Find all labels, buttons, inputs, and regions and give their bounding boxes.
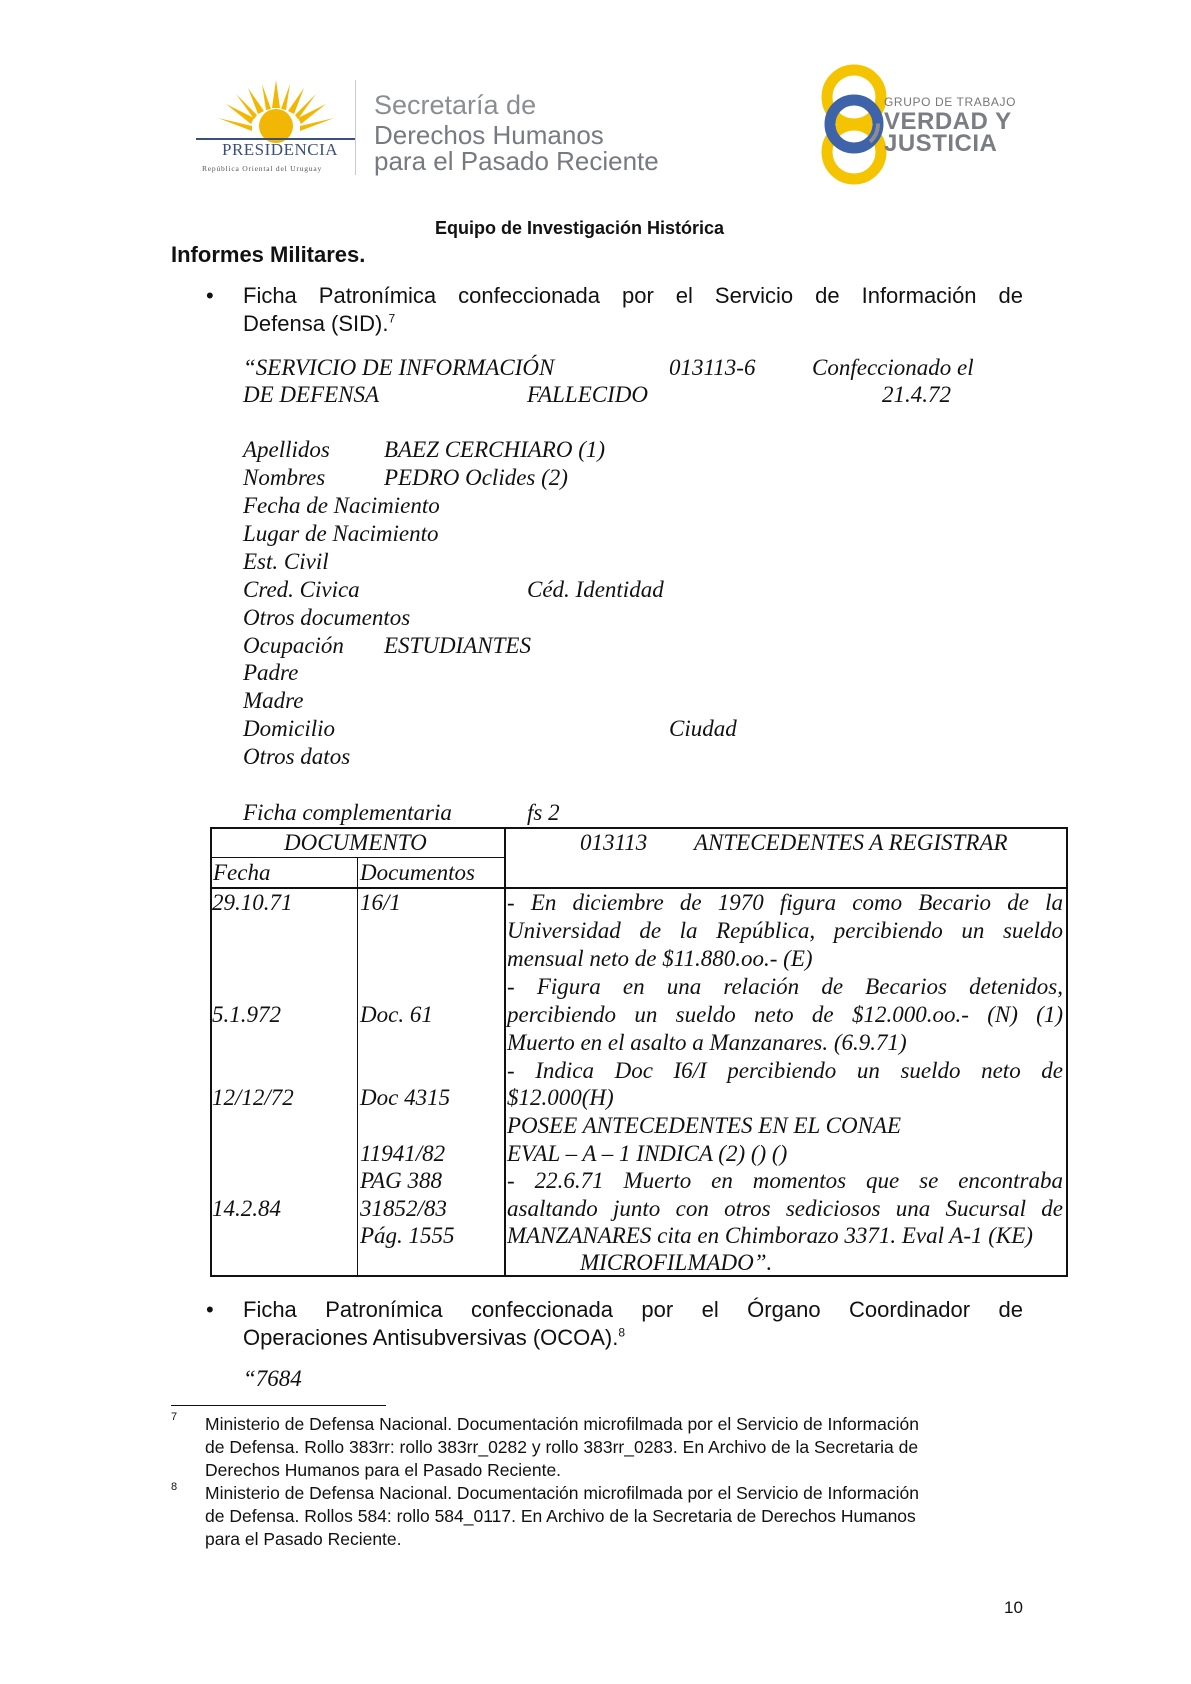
field-est-civil-label: Est. Civil	[243, 549, 329, 574]
table-divider-main	[504, 827, 506, 1275]
table-date: 5.1.972	[212, 1002, 281, 1027]
sid-confeccionado-date: 21.4.72	[882, 382, 951, 407]
field-madre-label: Madre	[243, 688, 304, 713]
sid-header-left-2: DE DEFENSA	[243, 382, 380, 407]
sun-icon	[196, 78, 356, 148]
secretaria-line2: Derechos Humanos	[374, 120, 604, 150]
footnote-separator	[171, 1405, 386, 1406]
table-documentos-header: Documentos	[360, 860, 475, 885]
field-ced-identidad-label: Céd. Identidad	[527, 577, 664, 602]
secretaria-line3: para el Pasado Reciente	[374, 146, 659, 176]
bullet1-line2: Defensa (SID).$^7$	[243, 311, 396, 336]
entry-line: mensual neto de $11.880.oo.- (E)	[507, 946, 813, 971]
bullet2-line2: Operaciones Antisubversivas (OCOA).$^8$	[243, 1325, 626, 1350]
entry-line: $12.000(H)	[507, 1085, 614, 1110]
footnote-8-number: 8	[171, 1481, 178, 1493]
field-ocupacion-label: Ocupación	[243, 633, 344, 658]
entry-line: EVAL – A – 1 INDICA (2) () ()	[507, 1141, 788, 1166]
grupo-line1: GRUPO DE TRABAJO	[884, 95, 1017, 109]
table-right-number: 013113	[580, 830, 648, 855]
ficha-complementaria-fs: fs 2	[527, 800, 560, 825]
bullet-dot-2: •	[206, 1297, 214, 1322]
entry-line: percibiendo un sueldo neto de $12.000.oo.- (N) (1)	[507, 1002, 1063, 1027]
table-doc: Doc. 61	[360, 1002, 433, 1027]
footnote-8-line: de Defensa. Rollos 584: rollo 584_0117. En Archivo de la Secretaria de Derechos Humanos	[205, 1506, 916, 1526]
presidencia-logo	[196, 78, 356, 178]
table-doc: 31852/83	[360, 1196, 447, 1221]
field-padre-label: Padre	[243, 660, 299, 685]
field-fecha-nacimiento-label: Fecha de Nacimiento	[243, 493, 440, 518]
presidencia-label: PRESIDENCIA	[222, 140, 339, 159]
bullet-dot-1: •	[206, 283, 214, 308]
table-documento-header: DOCUMENTO	[284, 830, 427, 855]
bullet1-line1: Ficha Patronímica confeccionada por el Servicio de Información de	[243, 283, 1023, 308]
page-number: 10	[1004, 1598, 1023, 1617]
section-heading: Informes Militares.	[171, 242, 366, 267]
field-ocupacion-value: ESTUDIANTES	[384, 633, 531, 658]
sid-status: FALLECIDO	[527, 382, 648, 407]
entry-line: asaltando junto con otros sediciosos una Sucursal de	[507, 1196, 1063, 1221]
table-doc: 11941/82	[360, 1141, 446, 1166]
table-date: 12/12/72	[212, 1085, 294, 1110]
table-date: 14.2.84	[212, 1196, 281, 1221]
sid-header-left-1: “SERVICIO DE INFORMACIÓN	[243, 355, 555, 380]
entry-line: Universidad de la República, percibiendo un sueldo	[507, 918, 1063, 943]
footnote-7-line: Ministerio de Defensa Nacional. Documentación microfilmada por el Servicio de Información	[205, 1414, 919, 1434]
field-nombres-value: PEDRO Oclides (2)	[384, 465, 568, 490]
table-divider-fecha	[357, 857, 358, 1275]
entry-line: - En diciembre de 1970 figura como Becario de la	[507, 890, 1063, 915]
sid-confeccionado-label: Confeccionado el	[812, 355, 974, 380]
table-header-line-2	[210, 887, 1066, 889]
footnote-ref-8[interactable]: 8	[618, 1325, 626, 1340]
table-doc: PAG 388	[360, 1168, 442, 1193]
entry-line: POSEE ANTECEDENTES EN EL CONAE	[507, 1113, 902, 1138]
team-title: Equipo de Investigación Histórica	[435, 218, 725, 238]
footnote-7-number: 7	[171, 1411, 178, 1423]
field-apellidos-label: Apellidos	[243, 437, 330, 462]
footnote-7-line: de Defensa. Rollo 383rr: rollo 383rr_0282 y rollo 383rr_0283. En Archivo de la Secretaria de	[205, 1437, 919, 1457]
entry-line: - Indica Doc I6/I percibiendo un sueldo neto de	[507, 1058, 1063, 1083]
grupo-line3: JUSTICIA	[884, 130, 998, 157]
ocoa-number: “7684	[243, 1366, 302, 1391]
field-domicilio-label: Domicilio	[243, 716, 335, 741]
footnote-7-line: Derechos Humanos para el Pasado Reciente.	[205, 1460, 562, 1480]
field-apellidos-value: BAEZ CERCHIARO (1)	[384, 437, 606, 462]
footnote-8-line: para el Pasado Reciente.	[205, 1529, 402, 1549]
table-doc: Pág. 1555	[360, 1223, 455, 1248]
logo-divider	[355, 80, 356, 175]
table-doc: Doc 4315	[360, 1085, 451, 1110]
bullet2-line1: Ficha Patronímica confeccionada por el Órgano Coordinador de	[243, 1297, 1023, 1322]
table-date: 29.10.71	[212, 890, 293, 915]
grupo-line2: VERDAD Y	[884, 108, 1012, 135]
sid-number: 013113-6	[669, 355, 756, 380]
entry-line: Muerto en el asalto a Manzanares. (6.9.71)	[507, 1030, 907, 1055]
entry-line: - Figura en una relación de Becarios detenidos,	[507, 974, 1063, 999]
field-otros-datos-label: Otros datos	[243, 744, 351, 769]
table-fecha-header: Fecha	[213, 860, 271, 885]
field-lugar-nacimiento-label: Lugar de Nacimiento	[243, 521, 439, 546]
entry-line: MANZANARES cita en Chimborazo 3371. Eval A-1 (KE)	[507, 1223, 1033, 1248]
table-doc: 16/1	[360, 890, 401, 915]
entry-line: MICROFILMADO”.	[580, 1250, 773, 1275]
presidencia-sublabel: República Oriental del Uruguay	[202, 164, 323, 173]
ficha-complementaria-label: Ficha complementaria	[243, 800, 452, 825]
table-right-header: ANTECEDENTES A REGISTRAR	[694, 830, 1008, 855]
field-cred-civica-label: Cred. Civica	[243, 577, 360, 602]
entry-line: - 22.6.71 Muerto en momentos que se encontraba	[507, 1168, 1063, 1193]
footnote-8-line: Ministerio de Defensa Nacional. Documentación microfilmada por el Servicio de Información	[205, 1483, 919, 1503]
field-ciudad-label: Ciudad	[669, 716, 737, 741]
field-otros-documentos-label: Otros documentos	[243, 605, 411, 630]
table-header-line-1	[210, 857, 506, 858]
footnote-ref-7[interactable]: 7	[388, 311, 396, 326]
field-nombres-label: Nombres	[243, 465, 326, 490]
secretaria-line1: Secretaría de	[374, 90, 537, 120]
